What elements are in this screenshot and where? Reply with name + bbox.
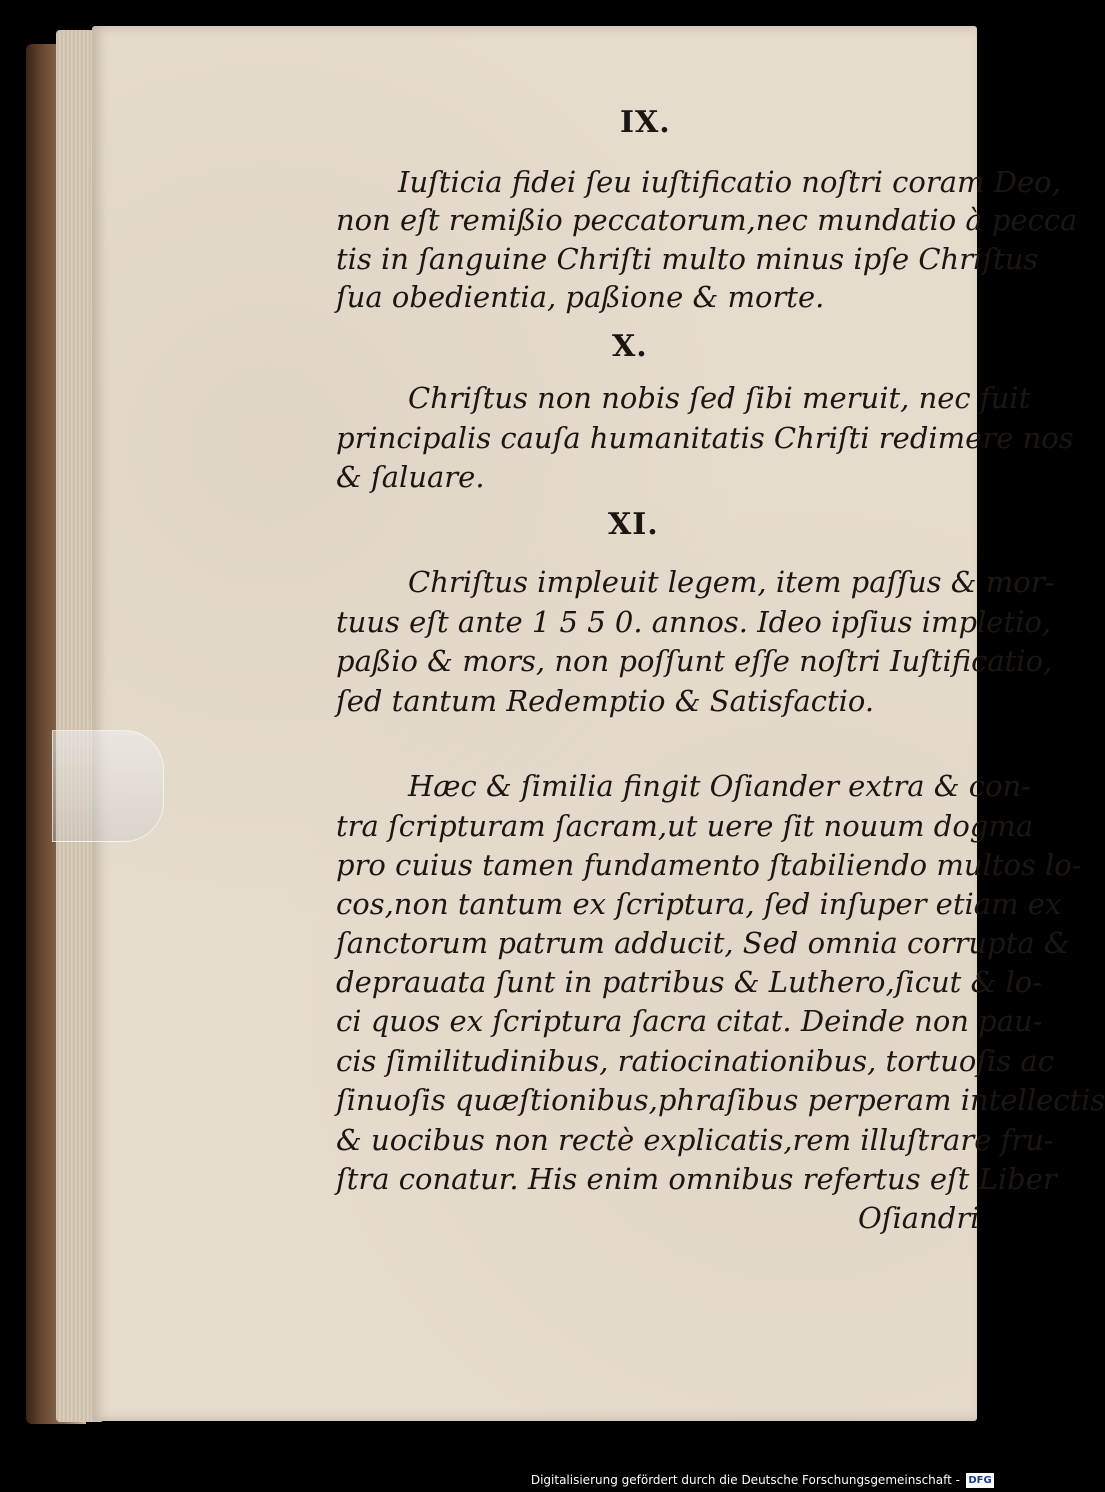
body-line-4: cos,non tantum ex ſcriptura, ſed inſuper etiam ex — [336, 887, 1062, 921]
body-line-6: deprauata ſunt in patribus & Luthero,ſicut & lo- — [336, 965, 1043, 999]
ix-line-2: non eſt remißio peccatorum,nec mundatio à pecca — [336, 203, 1078, 237]
heading-x: X. — [612, 329, 648, 364]
body-line-2: tra ſcripturam ſacram,ut uere ſit nouum dogma — [336, 809, 1034, 843]
x-line-1: Chriſtus non nobis ſed ſibi meruit, nec fuit — [408, 381, 1031, 415]
body-line-5: ſanctorum patrum adducit, Sed omnia corrupta & — [336, 926, 1070, 960]
footer-credit: Digitalisierung gefördert durch die Deutsche Forschungsgemeinschaft - — [530, 1473, 960, 1487]
body-line-8: cis ſimilitudinibus, ratiocinationibus, tortuoſis ac — [336, 1044, 1054, 1078]
body-line-1: Hæc & ſimilia fingit Oſiander extra & con- — [408, 769, 1031, 803]
body-line-3: pro cuius tamen fundamento ſtabiliendo multos lo- — [336, 848, 1082, 882]
x-line-3: & ſaluare. — [336, 460, 485, 494]
xi-line-4: ſed tantum Redemptio & Satisfactio. — [336, 684, 875, 718]
footer-bar — [0, 1470, 1000, 1492]
catchword: Oſiandri — [858, 1201, 980, 1235]
x-line-2: principalis cauſa humanitatis Chriſti redimere nos — [336, 421, 1074, 455]
body-line-11: ſtra conatur. His enim omnibus refertus eſt Liber — [336, 1162, 1057, 1196]
xi-line-1: Chriſtus impleuit legem, item paſſus & mor- — [408, 565, 1055, 599]
body-line-9: ſinuoſis quæſtionibus,phraſibus perperam intellectis — [336, 1083, 1105, 1117]
heading-xi: XI. — [608, 507, 659, 542]
ix-line-3: tis in ſanguine Chriſti multo minus ipſe Chriſtus — [336, 242, 1039, 276]
ix-line-4: ſua obedientia, paßione & morte. — [336, 280, 825, 314]
xi-line-3: paßio & mors, non poſſunt eſſe noſtri Iuſtificatio, — [336, 644, 1053, 678]
body-line-10: & uocibus non rectè explicatis,rem illuſtrare fru- — [336, 1123, 1054, 1157]
heading-ix: IX. — [620, 105, 671, 140]
page-clip — [52, 730, 164, 842]
xi-line-2: tuus eſt ante 1 5 5 0. annos. Ideo ipſius impletio, — [336, 605, 1052, 639]
ix-line-1: Iuſticia fidei ſeu iuſtificatio noſtri coram Deo, — [398, 165, 1061, 199]
dfg-logo: DFG — [966, 1473, 994, 1488]
body-line-7: ci quos ex ſcriptura ſacra citat. Deinde non pau- — [336, 1004, 1043, 1038]
